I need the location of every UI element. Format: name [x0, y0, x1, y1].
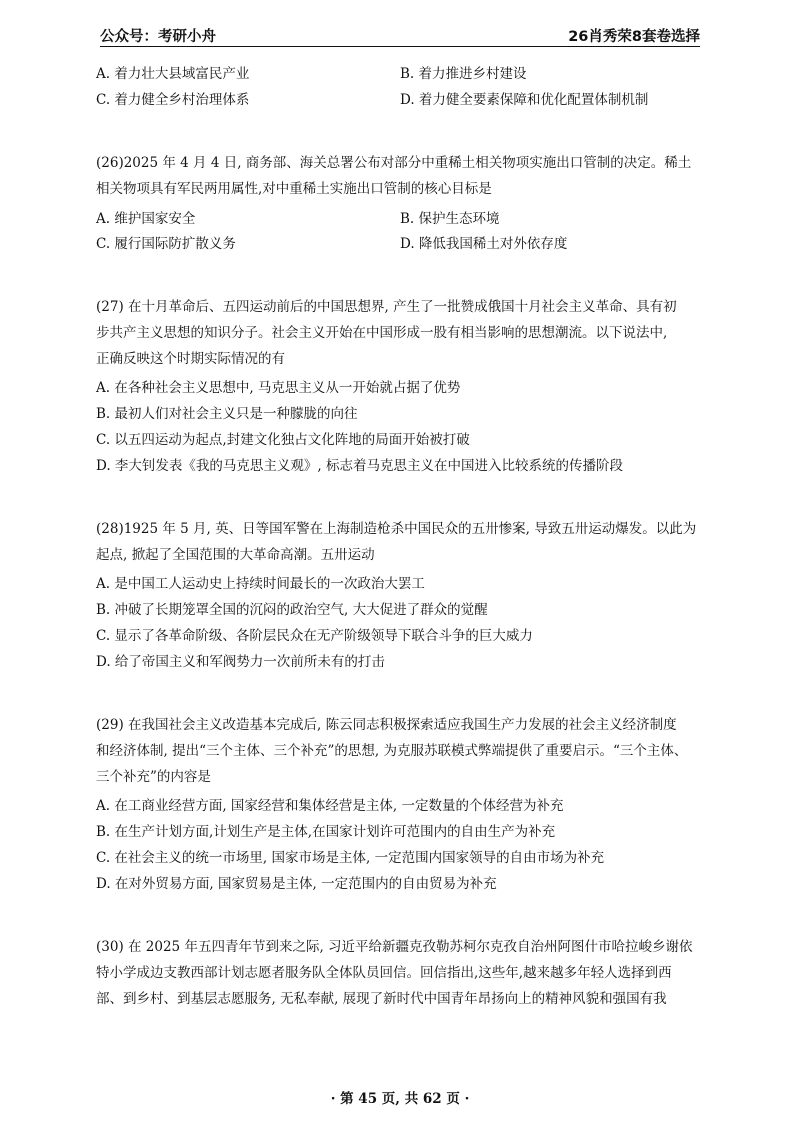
- q26-option-b: B. 保护生态环境: [400, 211, 500, 227]
- q26-option-d: D. 降低我国稀土对外依存度: [400, 236, 568, 252]
- q28-option-a: A. 是中国工人运动史上持续时间最长的一次政治大罢工: [96, 576, 425, 592]
- header-source: 公众号：考研小舟: [100, 29, 216, 45]
- header-title: 26肖秀荣8套卷选择: [568, 29, 700, 45]
- q28-stem-line-2: 起点, 掀起了全国范围的大革命高潮。五卅运动: [96, 547, 375, 563]
- q27-option-b: B. 最初人们对社会主义只是一种朦胧的向往: [96, 406, 358, 422]
- q29-option-c: C. 在社会主义的统一市场里, 国家市场是主体, 一定范围内国家领导的自由市场为补充: [96, 850, 605, 866]
- q27-stem-line-2: 步共产主义思想的知识分子。社会主义开始在中国形成一股有相当影响的思想潮流。以下说法中,: [96, 325, 668, 341]
- q30-stem-line-3: 部、到乡村、到基层志愿服务, 无私奉献, 展现了新时代中国青年昂扬向上的精神风貌和强国有我: [96, 991, 667, 1007]
- q26-stem-line-1: (26)2025 年 4 月 4 日, 商务部、海关总署公布对部分中重稀土相关物项实施出口管制的决定。稀土: [96, 155, 692, 171]
- q29-option-a: A. 在工商业经营方面, 国家经营和集体经营是主体, 一定数量的个体经营为补充: [96, 798, 564, 814]
- q29-stem-line-3: 三个补充”的内容是: [96, 769, 211, 785]
- q28-stem-line-1: (28)1925 年 5 月, 英、日等国军警在上海制造枪杀中国民众的五卅惨案, 导致五卅运动爆发。以此为: [96, 521, 697, 537]
- q29-stem-line-2: 和经济体制, 提出“三个主体、三个补充”的思想, 为克服苏联模式弊端提供了重要启示。“三个主体、: [96, 743, 688, 759]
- q27-option-a: A. 在各种社会主义思想中, 马克思主义从一开始就占据了优势: [96, 380, 461, 396]
- q29-option-b: B. 在生产计划方面,计划生产是主体,在国家计划许可范围内的自由生产为补充: [96, 824, 556, 840]
- q27-option-c: C. 以五四运动为起点,封建文化独占文化阵地的局面开始被打破: [96, 432, 470, 448]
- q26-option-a: A. 维护国家安全: [96, 211, 196, 227]
- q28-option-c: C. 显示了各革命阶级、各阶层民众在无产阶级领导下联合斗争的巨大威力: [96, 628, 533, 644]
- q27-stem-line-3: 正确反映这个时期实际情况的有: [96, 351, 285, 367]
- q30-stem-line-2: 特小学成边支教西部计划志愿者服务队全体队员回信。回信指出,这些年,越来越多年轻人选择到西: [96, 965, 672, 981]
- q28-option-b: B. 冲破了长期笼罩全国的沉闷的政治空气, 大大促进了群众的觉醒: [96, 602, 488, 618]
- q26-option-c: C. 履行国际防扩散义务: [96, 236, 236, 252]
- q25-option-c: C. 着力健全乡村治理体系: [96, 92, 250, 108]
- q29-stem-line-1: (29) 在我国社会主义改造基本完成后, 陈云同志积极探索适应我国生产力发展的社会主义经济制度: [96, 717, 677, 733]
- q27-option-d: D. 李大钊发表《我的马克思主义观》, 标志着马克思主义在中国进入比较系统的传播阶段: [96, 458, 624, 474]
- q25-option-b: B. 着力推进乡村建设: [400, 66, 527, 82]
- q25-option-d: D. 着力健全要素保障和优化配置体制机制: [400, 92, 649, 108]
- q28-option-d: D. 给了帝国主义和军阀势力一次前所未有的打击: [96, 654, 385, 670]
- q25-option-a: A. 着力壮大县域富民产业: [96, 66, 250, 82]
- page-header: [100, 20, 700, 47]
- q26-stem-line-2: 相关物项具有军民两用属性,对中重稀土实施出口管制的核心目标是: [96, 181, 492, 197]
- page-number: · 第 45 页, 共 62 页 ·: [330, 1091, 470, 1107]
- q30-stem-line-1: (30) 在 2025 年五四青年节到来之际, 习近平给新疆克孜勒苏柯尔克孜自治州阿图什市哈拉峻乡谢依: [96, 939, 693, 955]
- q29-option-d: D. 在对外贸易方面, 国家贸易是主体, 一定范围内的自由贸易为补充: [96, 876, 497, 892]
- q27-stem-line-1: (27) 在十月革命后、五四运动前后的中国思想界, 产生了一批赞成俄国十月社会主义革命、具有初: [96, 299, 677, 315]
